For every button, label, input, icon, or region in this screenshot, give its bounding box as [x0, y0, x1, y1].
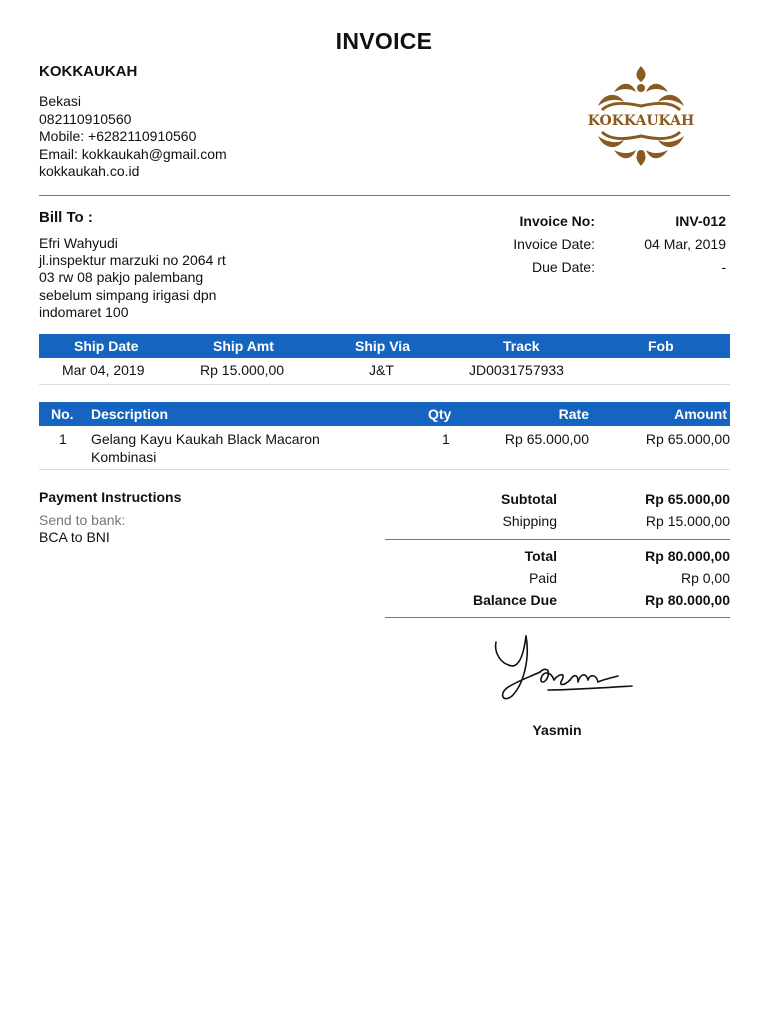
balance-divider	[385, 617, 730, 618]
shipping-label: Shipping	[502, 513, 557, 529]
subtotal-value: Rp 65.000,00	[645, 491, 730, 507]
company-mobile: Mobile: +6282110910560	[39, 128, 197, 144]
shipping-value: Rp 15.000,00	[645, 513, 730, 529]
invoice-number: INV-012	[675, 213, 726, 229]
header-fob: Fob	[648, 338, 674, 354]
item-amount: Rp 65.000,00	[645, 431, 730, 447]
company-details	[39, 93, 227, 181]
shipping-table-row	[39, 358, 730, 382]
item-rate: Rp 65.000,00	[504, 431, 589, 447]
due-date-label: Due Date:	[531, 259, 595, 275]
bill-to-label: Bill To :	[39, 209, 93, 226]
header-ship-amt: Ship Amt	[213, 338, 274, 354]
shipping-row-divider	[39, 384, 730, 385]
company-email: Email: kokkaukah@gmail.com	[39, 145, 227, 162]
invoice-title: INVOICE	[335, 28, 433, 54]
bill-to-line: 03 rw 08 pakjo palembang	[39, 269, 204, 286]
item-description-line: Kombinasi	[91, 448, 157, 465]
company-name: KOKKAUKAH	[39, 63, 138, 80]
item-description	[91, 431, 320, 466]
signer-name: Yasmin	[532, 722, 582, 738]
item-row	[39, 427, 730, 467]
company-phone: 082110910560	[39, 110, 132, 127]
cell-ship-date: Mar 04, 2019	[62, 362, 145, 378]
bill-to-name: Efri Wahyudi	[39, 235, 118, 251]
item-qty: 1	[442, 431, 450, 447]
payment-instructions-title: Payment Instructions	[39, 489, 182, 505]
header-track: Track	[503, 338, 540, 354]
bill-to-line: indomaret 100	[39, 303, 129, 320]
bill-to-address	[39, 235, 279, 321]
cell-track: JD0031757933	[469, 362, 564, 378]
header-ship-via: Ship Via	[355, 338, 410, 354]
item-description-line: Gelang Kayu Kaukah Black Macaron	[91, 431, 320, 447]
invoice-date: 04 Mar, 2019	[644, 236, 726, 252]
logo-text: KOKKAUKAH	[587, 113, 695, 129]
paid-value: Rp 0,00	[680, 570, 730, 586]
bill-to-line: sebelum simpang irigasi dpn	[39, 286, 217, 303]
balance-due-label: Balance Due	[472, 592, 557, 608]
header-no: No.	[51, 406, 74, 422]
due-date: -	[721, 259, 726, 275]
balance-due-value: Rp 80.000,00	[645, 592, 730, 608]
totals-divider	[385, 539, 730, 540]
header-ship-date: Ship Date	[74, 338, 139, 354]
total-value: Rp 80.000,00	[645, 548, 730, 564]
subtotal-label: Subtotal	[501, 491, 557, 507]
company-city: Bekasi	[39, 93, 82, 109]
total-label: Total	[524, 548, 557, 564]
header-divider	[39, 195, 730, 196]
payment-bank: BCA to BNI	[39, 529, 110, 545]
invoice-date-label: Invoice Date:	[513, 236, 595, 252]
company-logo	[584, 62, 698, 170]
header-description: Description	[91, 406, 169, 422]
header-amount: Amount	[674, 406, 727, 422]
paid-label: Paid	[528, 570, 557, 586]
header-rate: Rate	[558, 406, 589, 422]
item-no: 1	[59, 431, 67, 447]
signature-image	[440, 628, 650, 718]
items-row-divider	[39, 469, 730, 470]
cell-ship-via: J&T	[369, 362, 394, 378]
items-table-header	[39, 402, 730, 426]
header-qty: Qty	[428, 406, 452, 422]
shipping-table-header	[39, 334, 730, 358]
invoice-number-label: Invoice No:	[519, 213, 595, 229]
bill-to-line: jl.inspektur marzuki no 2064 rt	[39, 252, 226, 269]
cell-ship-amt: Rp 15.000,00	[200, 362, 285, 378]
payment-send-to-label: Send to bank:	[39, 512, 126, 528]
company-website: kokkaukah.co.id	[39, 163, 140, 179]
